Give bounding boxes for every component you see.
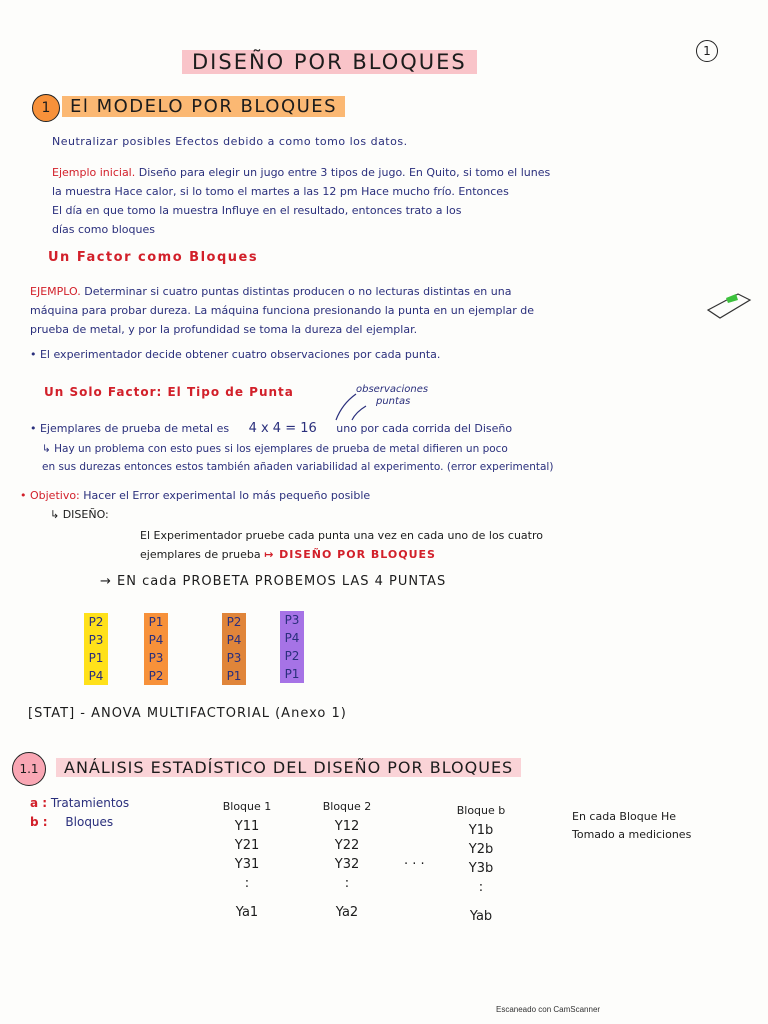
block-column-b: Bloque b Y1b Y2b Y3b : Yab [446,804,516,928]
page-number: 1 [696,40,718,62]
hardness-probe-sketch [704,288,754,322]
block-column-2: Bloque 2 Y12 Y22 Y32 : Ya2 [312,800,382,924]
legend-b: b : Bloques [30,815,114,829]
single-factor-line: Un Solo Factor: El Tipo de Punta [44,385,294,399]
ejemplo-label: EJEMPLO. [30,285,81,298]
intro-text: Neutralizar posibles Efectos debido a como tomo los datos. [52,135,408,148]
formula: 4 x 4 = 16 [248,421,317,436]
diseno-label: ↳ DISEÑO: [50,508,109,521]
section-heading: El MODELO POR BLOQUES [62,96,345,117]
bullet-observations: • El experimentador decide obtener cuatro observaciones por cada punta. [30,348,441,361]
scanner-footer: Escaneado con CamScanner [496,1005,601,1014]
problem-paragraph: ↳ Hay un problema con esto pues si los ejemplares de prueba de metal difieren un poco en sus durezas entonces estos también añaden variabilidad al experimento. (error experimental) [42,443,554,473]
section-11-circle: 1.1 [12,752,46,786]
probeta-line: → EN cada PROBETA PROBEMOS LAS 4 PUNTAS [100,574,447,589]
diseno-por-bloques-label: ↦ DISEÑO POR BLOQUES [264,548,436,561]
stat-line: [STAT] - ANOVA MULTIFACTORIAL (Anexo 1) [28,706,347,721]
probeta-block-3: P2 P4 P3 P1 [222,613,246,685]
block-column-1: Bloque 1 Y11 Y21 Y31 : Ya1 [212,800,282,924]
specimen-line: • Ejemplares de prueba de metal es 4 x 4 = 16 uno por cada corrida del Diseño [30,421,513,436]
observations-note: observaciones puntas [356,384,429,407]
block-header: Bloque b [456,804,506,817]
legend-a: a : Tratamientos [30,796,130,810]
block-header: Bloque 1 [222,800,272,813]
subheading-factor: Un Factor como Bloques [48,250,259,265]
ellipsis-dots: . . . [404,853,425,868]
diseno-paragraph: El Experimentador pruebe cada punta una vez en cada uno de los cuatro ejemplares de prueba ↦ DISEÑO POR BLOQUES [140,529,543,561]
block-header: Bloque 2 [322,800,372,813]
section-number-circle: 1 [32,94,60,122]
probeta-block-2: P1 P4 P3 P2 [144,613,168,685]
example-label: Ejemplo inicial. [52,166,136,179]
probeta-block-4: P3 P4 P2 P1 [280,611,304,683]
example-paragraph: Ejemplo inicial. Diseño para elegir un jugo entre 3 tipos de jugo. En Quito, si tomo el lunes la muestra Hace calor, si lo tomo el martes a las 12 pm Hace mucho frío. Entonces El día en que tomo la muestra Influye en el resultado, entonces trato a los días como bloques [52,166,551,236]
objetivo-line: • Objetivo: Hacer el Error experimental lo más pequeño posible [20,489,371,502]
ejemplo-paragraph: EJEMPLO. Determinar si cuatro puntas distintas producen o no lecturas distintas en una máquina para probar dureza. La máquina funciona presionando la punta en un ejemplar de prueba de metal, y por la profundidad se toma la dureza del ejemplar. [30,285,535,336]
block-note: En cada Bloque He Tomado a mediciones [572,810,692,841]
page-title: DISEÑO POR BLOQUES [182,50,477,74]
probeta-block-1: P2 P3 P1 P4 [84,613,108,685]
annotation-arrows [330,392,370,424]
section-11-heading: ANÁLISIS ESTADÍSTICO DEL DISEÑO POR BLOQUES [56,758,521,777]
